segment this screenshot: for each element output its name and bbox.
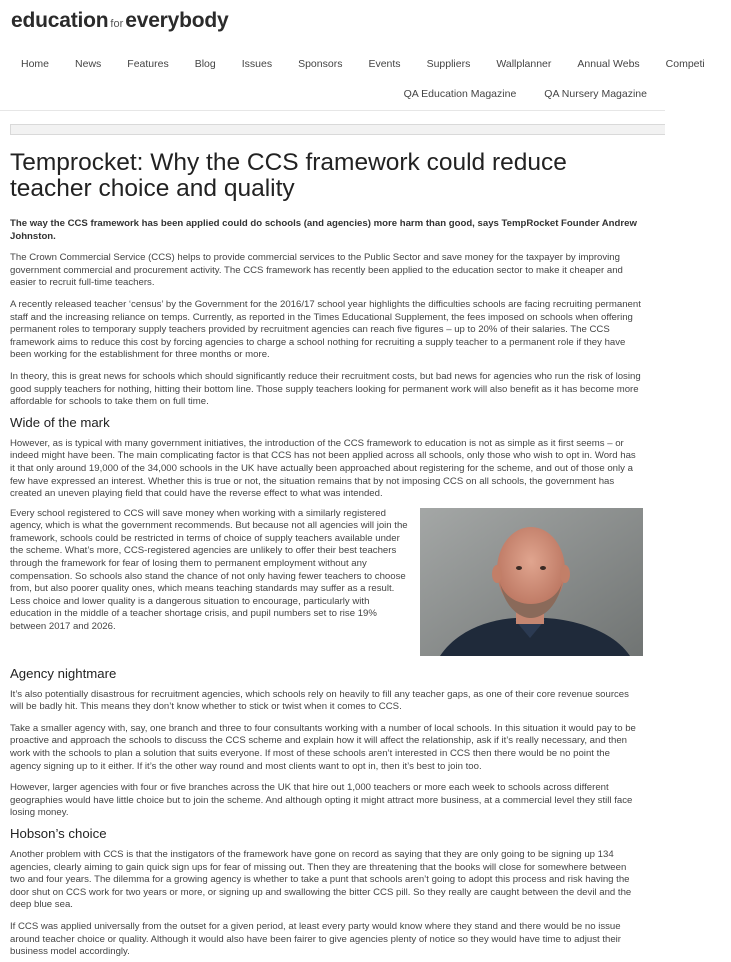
nav-item-events[interactable]: Events: [368, 58, 401, 70]
section3-paragraph-1: Another problem with CCS is that the instigators of the framework have gone on record as saying that they are only going to be signing up 134 agencies, clearly aiming to gain quick sign ups for fear of missing out. Then they are threatening that the books will close for somewhere between two and four years. The dilemma for a growing agency is whether to take a punt that schools aren’t going to adopt this process and risk having the door shut on CCS work for two years or more, or signing up and swallowing the bitter CCS pill. So they really are caught between the devil and the deep blue sea.: [10, 849, 632, 911]
nav-item-features[interactable]: Features: [127, 58, 169, 70]
logo-word-education: education: [11, 9, 109, 32]
section3-paragraph-2: If CCS was applied universally from the outset for a given period, at least every party would know where they stand and there would be no issue around teacher choice or quality. Although it would also have been fairer to give agencies plenty of notice so they would have time to adjust their business model accordingly.: [10, 921, 621, 958]
nav-item-suppliers[interactable]: Suppliers: [426, 58, 471, 70]
section2-paragraph-2: Take a smaller agency with, say, one branch and three to four consultants working with a number of local schools. In this situation it would pay to be proactive and approach the schools to discuss the CCS scheme and explain how it will affect the relationship, ask if it’s really necessary, and then work with the schools to plan a solution that suits everyone. If most of these schools aren’t interested in CCS then there would be no point the agency signing up to it either. If it’s the other way round and most clients want to opt in, then it’s best to join too.: [10, 722, 636, 772]
nav-item-home[interactable]: Home: [21, 58, 50, 70]
search-bar[interactable]: [10, 124, 665, 135]
article-title: Temprocket: Why the CCS framework could reduce teacher choice and quality: [10, 149, 567, 202]
intro-paragraph-2: A recently released teacher ‘census’ by the Government for the 2016/17 school year highlights the difficulties schools are facing recruiting permanent staff and the increasing reliance on temps. Currently, as reported in the Times Educational Supplement, the fees imposed on schools when offering permanent roles to temporary supply teachers provided by recruitment agencies can reach five figures – up to 20% of their salaries. The CCS framework aims to reduce this cost by forcing agencies to charge a school nothing for recruiting a supply teacher to a permanent role if they have been working for the establishment for three months or more.: [10, 298, 641, 361]
article: [10, 150, 643, 959]
site-logo[interactable]: [11, 9, 229, 33]
nav-item-blog[interactable]: Blog: [194, 58, 216, 70]
author-portrait-image: [420, 508, 643, 656]
nav-item-wallplanner[interactable]: Wallplanner: [496, 58, 552, 70]
section-heading-hobsons-choice: Hobson’s choice: [10, 826, 107, 842]
section1-paragraph-1: However, as is typical with many government initiatives, the introduction of the CCS framework to education is not as simple as it first seems – or indeed might have been. The main complicating factor is that CCS has not been applied across all schools, only those who wish to opt in. Word has it that only around 19,000 of the 34,000 schools in the UK have actually been approached about registering for the scheme, and out of those only a few have expressed an interest. Whether this is true or not, the situation remains that by not imposing CCS on all schools, the government has created an uneven playing field that could have the reverse effect to what was intended.: [10, 437, 636, 500]
section2-paragraph-1: It’s also potentially disastrous for recruitment agencies, which schools rely on heavily to fill any teacher gaps, as one of their core revenue sources will be badly hit. This means they don’t know whether to stick or twist when it comes to CCS.: [10, 688, 629, 713]
nav-item-sponsors[interactable]: Sponsors: [298, 58, 343, 70]
intro-paragraph-1: The Crown Commercial Service (CCS) helps to provide commercial services to the Public Sector and save money for the taxpayer by improving government commercial and procurement activity. The CCS framework has recently been applied to the education sector to make it cheaper and easier to recruit full-time teachers.: [10, 252, 623, 289]
primary-nav-row: [21, 58, 731, 70]
section1-paragraph-2: Every school registered to CCS will save money when working with a similarly registered agency, which is what the government recommends. But because not all agencies will join the framework, schools could be restricted in terms of choice of supply teachers available under the scheme. What’s more, CCS-registered agencies are unlikely to offer their best teachers through the framework for fear of losing them to permanent employment without any compensation. So schools also stand the chance of not only having fewer teachers to choose from, but also poorer quality ones, which means teaching standards may suffer as a result. Less choice and lower quality is a dangerous situation to encourage, particularly with education in the middle of a teacher shortage crisis, and pupil numbers set to rise 19% between 2017 and 2026.: [10, 507, 408, 633]
section-heading-wide-of-the-mark: Wide of the mark: [10, 414, 110, 430]
nav-item-annual-webs[interactable]: Annual Webs: [577, 58, 640, 70]
nav-item-qa-nursery-magazine[interactable]: QA Nursery Magazine: [544, 88, 647, 100]
section-heading-agency-nightmare: Agency nightmare: [10, 665, 117, 681]
nav-divider: [0, 110, 665, 111]
article-lead: The way the CCS framework has been applied could do schools (and agencies) more harm than good, says TempRocket Founder Andrew Johnston.: [10, 218, 637, 242]
logo-word-for: for: [110, 18, 124, 30]
main-navigation: [0, 51, 705, 111]
logo-word-everybody: everybody: [125, 9, 229, 32]
author-photo: [420, 508, 643, 656]
section2-paragraph-3: However, larger agencies with four or five branches across the UK that hire out 1,000 teachers or more each week to schools across different geographies would have little choice but to join the scheme. And although opting it might attract more business, at a commercial level they still face losing money.: [10, 782, 633, 819]
nav-item-qa-education-magazine[interactable]: QA Education Magazine: [403, 88, 517, 100]
nav-item-competitions[interactable]: Competi: [665, 58, 705, 70]
nav-item-news[interactable]: News: [75, 58, 102, 70]
intro-paragraph-3: In theory, this is great news for schools which should significantly reduce their recruitment costs, but bad news for agencies who run the risk of losing good supply teachers for nothing, hitting their bottom line. Those supply teachers looking for permanent work will also benefit as it has become more affordable for schools to take them on full time.: [10, 370, 641, 408]
nav-item-issues[interactable]: Issues: [241, 58, 273, 70]
photo-section: [10, 508, 643, 660]
secondary-nav-row: [376, 88, 647, 100]
